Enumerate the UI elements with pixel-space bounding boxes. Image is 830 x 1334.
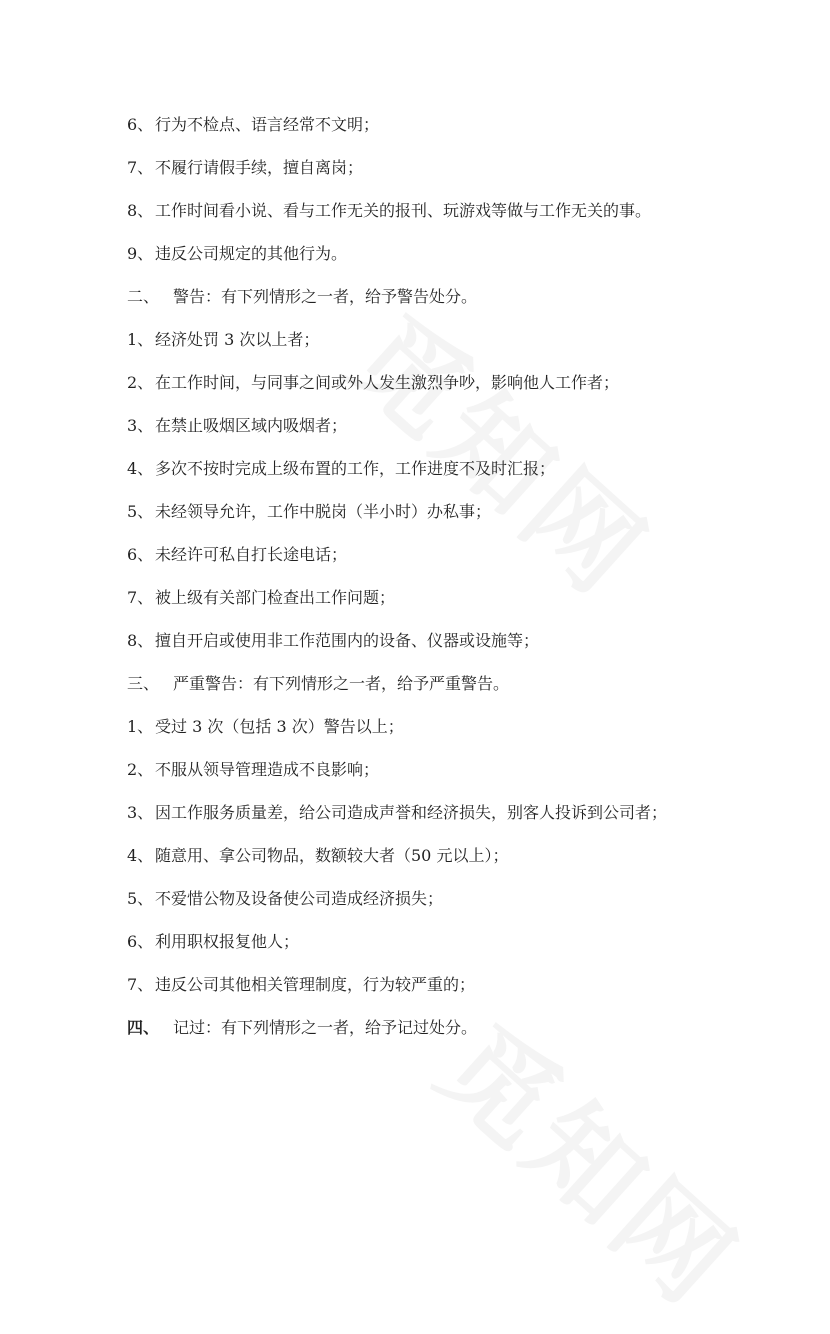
section-heading — [127, 1013, 477, 1043]
item-number: 3、 — [127, 803, 154, 822]
item-number: 1、 — [127, 330, 154, 349]
list-item — [127, 325, 319, 355]
item-text: 随意用、拿公司物品，数额较大者（50 元以上）； — [155, 846, 509, 865]
item-text: 被上级有关部门检查出工作问题； — [155, 588, 396, 607]
item-number: 7、 — [127, 158, 154, 177]
list-item — [127, 411, 347, 441]
item-number: 4、 — [127, 459, 154, 478]
list-item — [127, 153, 363, 183]
section-heading — [127, 282, 477, 312]
item-number: 4、 — [127, 846, 154, 865]
section-title: 警告：有下列情形之一者，给予警告处分。 — [173, 287, 478, 306]
list-item — [127, 497, 491, 527]
item-text: 未经许可私自打长途电话； — [155, 545, 348, 564]
item-number: 7、 — [127, 975, 154, 994]
section-title: 记过：有下列情形之一者，给予记过处分。 — [173, 1018, 478, 1037]
item-number: 2、 — [127, 760, 154, 779]
item-text: 在禁止吸烟区域内吸烟者； — [155, 416, 348, 435]
list-item — [127, 583, 395, 613]
item-text: 擅自开启或使用非工作范围内的设备、仪器或设施等； — [155, 631, 540, 650]
item-text: 经济处罚 3 次以上者； — [155, 330, 320, 349]
item-number: 2、 — [127, 373, 154, 392]
item-number: 6、 — [127, 115, 154, 134]
item-text: 工作时间看小说、看与工作无关的报刊、玩游戏等做与工作无关的事。 — [155, 201, 652, 220]
item-text: 不履行请假手续，擅自离岗； — [155, 158, 364, 177]
list-item — [127, 755, 379, 785]
item-number: 5、 — [127, 502, 154, 521]
item-number: 1、 — [127, 717, 154, 736]
list-item — [127, 626, 539, 656]
section-title: 严重警告：有下列情形之一者，给予严重警告。 — [173, 674, 510, 693]
item-text: 不爱惜公物及设备使公司造成经济损失； — [155, 889, 444, 908]
item-number: 7、 — [127, 588, 154, 607]
item-number: 8、 — [127, 631, 154, 650]
list-item — [127, 841, 508, 871]
item-number: 9、 — [127, 244, 154, 263]
section-number: 四、 — [127, 1018, 160, 1037]
section-heading — [127, 669, 509, 699]
list-item — [127, 712, 404, 742]
item-text: 未经领导允许，工作中脱岗（半小时）办私事； — [155, 502, 492, 521]
section-number: 三、 — [127, 674, 160, 693]
list-item — [127, 454, 555, 484]
item-text: 违反公司其他相关管理制度，行为较严重的； — [155, 975, 476, 994]
item-text: 违反公司规定的其他行为。 — [155, 244, 348, 263]
item-number: 8、 — [127, 201, 154, 220]
list-item — [127, 239, 347, 269]
watermark — [322, 274, 686, 624]
item-text: 行为不检点、语言经常不文明； — [155, 115, 380, 134]
item-text: 受过 3 次（包括 3 次）警告以上； — [155, 717, 404, 736]
item-text: 利用职权报复他人； — [155, 932, 300, 951]
item-number: 6、 — [127, 545, 154, 564]
item-number: 6、 — [127, 932, 154, 951]
list-item — [127, 927, 299, 957]
item-text: 因工作服务质量差，给公司造成声誉和经济损失，别客人投诉到公司者； — [155, 803, 668, 822]
list-item — [127, 970, 475, 1000]
list-item — [127, 368, 619, 398]
item-number: 5、 — [127, 889, 154, 908]
item-text: 多次不按时完成上级布置的工作，工作进度不及时汇报； — [155, 459, 556, 478]
section-number: 二、 — [127, 287, 160, 306]
item-text: 在工作时间，与同事之间或外人发生激烈争吵，影响他人工作者； — [155, 373, 620, 392]
list-item — [127, 884, 443, 914]
list-item — [127, 110, 379, 140]
list-item — [127, 196, 651, 226]
list-item — [127, 540, 347, 570]
list-item — [127, 798, 667, 828]
item-number: 3、 — [127, 416, 154, 435]
item-text: 不服从领导管理造成不良影响； — [155, 760, 380, 779]
